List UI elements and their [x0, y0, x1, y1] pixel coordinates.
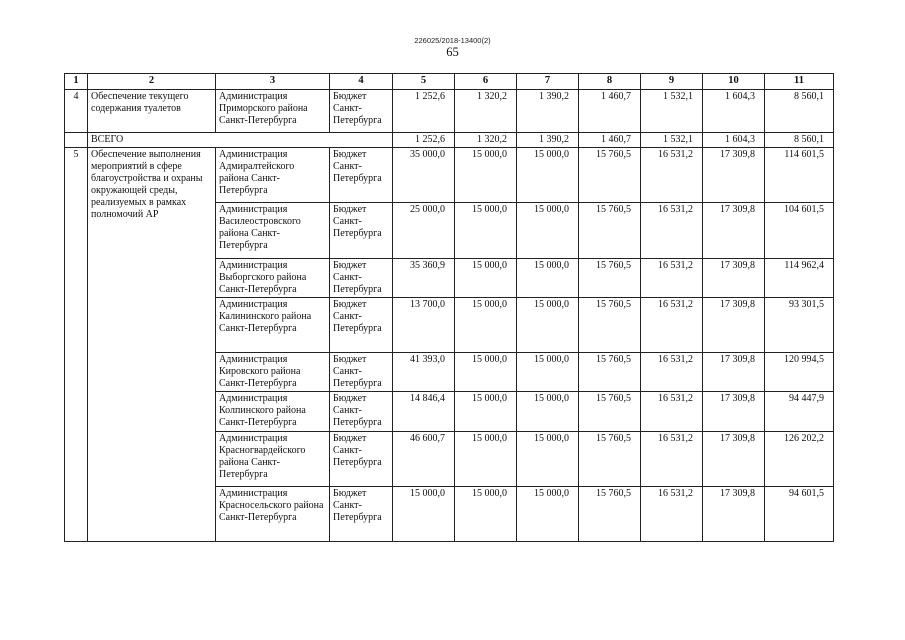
- value-cell: 120 994,5: [765, 353, 834, 392]
- value-cell: 15 000,0: [455, 298, 517, 353]
- value-cell: 17 309,8: [703, 298, 765, 353]
- column-number: 10: [703, 74, 765, 90]
- value-cell: 15 000,0: [517, 298, 579, 353]
- value-cell: 1 604,3: [703, 133, 765, 148]
- value-cell: 17 309,8: [703, 203, 765, 259]
- executor-cell: Администрация Василеостровского района Санкт-Петербурга: [216, 203, 330, 259]
- value-cell: 35 000,0: [393, 148, 455, 203]
- table-row: [65, 90, 834, 133]
- value-cell: 16 531,2: [641, 487, 703, 542]
- value-cell: 1 390,2: [517, 133, 579, 148]
- value-cell: 15 000,0: [455, 432, 517, 487]
- value-cell: 15 000,0: [455, 392, 517, 432]
- funding-source-cell: Бюджет Санкт-Петербурга: [330, 392, 393, 432]
- value-cell: 1 604,3: [703, 90, 765, 133]
- value-cell: 15 000,0: [455, 259, 517, 298]
- value-cell: 16 531,2: [641, 432, 703, 487]
- funding-source-cell: Бюджет Санкт-Петербурга: [330, 487, 393, 542]
- value-cell: 35 360,9: [393, 259, 455, 298]
- value-cell: 15 000,0: [455, 353, 517, 392]
- funding-source-cell: Бюджет Санкт-Петербурга: [330, 298, 393, 353]
- value-cell: 94 601,5: [765, 487, 834, 542]
- value-cell: 15 000,0: [517, 392, 579, 432]
- column-number: 9: [641, 74, 703, 90]
- executor-cell: Администрация Адмиралтейского района Санкт-Петербурга: [216, 148, 330, 203]
- table-row: [65, 148, 834, 203]
- funding-source-cell: Бюджет Санкт-Петербурга: [330, 148, 393, 203]
- column-number: 6: [455, 74, 517, 90]
- row-index: 4: [65, 90, 88, 133]
- executor-cell: Администрация Выборгского района Санкт-Петербурга: [216, 259, 330, 298]
- executor-cell: Администрация Приморского района Санкт-Петербурга: [216, 90, 330, 133]
- value-cell: 16 531,2: [641, 203, 703, 259]
- value-cell: 1 532,1: [641, 90, 703, 133]
- column-number: 4: [330, 74, 393, 90]
- value-cell: 15 000,0: [393, 487, 455, 542]
- value-cell: 17 309,8: [703, 487, 765, 542]
- value-cell: 15 760,5: [579, 432, 641, 487]
- funding-source-cell: Бюджет Санкт-Петербурга: [330, 90, 393, 133]
- value-cell: 13 700,0: [393, 298, 455, 353]
- value-cell: 104 601,5: [765, 203, 834, 259]
- value-cell: 114 601,5: [765, 148, 834, 203]
- value-cell: 15 760,5: [579, 298, 641, 353]
- value-cell: 1 252,6: [393, 133, 455, 148]
- column-number: 3: [216, 74, 330, 90]
- value-cell: 16 531,2: [641, 353, 703, 392]
- row-index: 5: [65, 148, 88, 542]
- value-cell: 15 000,0: [455, 203, 517, 259]
- value-cell: 41 393,0: [393, 353, 455, 392]
- executor-cell: Администрация Калининского района Санкт-Петербурга: [216, 298, 330, 353]
- value-cell: 25 000,0: [393, 203, 455, 259]
- activity-cell: Обеспечение текущего содержания туалетов: [88, 90, 216, 133]
- value-cell: 8 560,1: [765, 133, 834, 148]
- value-cell: 15 760,5: [579, 487, 641, 542]
- executor-cell: Администрация Кировского района Санкт-Петербурга: [216, 353, 330, 392]
- value-cell: 15 760,5: [579, 353, 641, 392]
- value-cell: 17 309,8: [703, 259, 765, 298]
- value-cell: 15 000,0: [455, 148, 517, 203]
- value-cell: 8 560,1: [765, 90, 834, 133]
- value-cell: 114 962,4: [765, 259, 834, 298]
- value-cell: 1 320,2: [455, 90, 517, 133]
- value-cell: 126 202,2: [765, 432, 834, 487]
- funding-source-cell: Бюджет Санкт-Петербурга: [330, 432, 393, 487]
- budget-table: [64, 73, 834, 542]
- value-cell: 16 531,2: [641, 298, 703, 353]
- column-number: 8: [579, 74, 641, 90]
- value-cell: 1 252,6: [393, 90, 455, 133]
- funding-source-cell: Бюджет Санкт-Петербурга: [330, 259, 393, 298]
- activity-cell: Обеспечение выполнения мероприятий в сфере благоустройства и охраны окружающей среды, реализуемых в рамках полномочий АР: [88, 148, 216, 542]
- value-cell: 17 309,8: [703, 148, 765, 203]
- value-cell: 17 309,8: [703, 432, 765, 487]
- value-cell: 1 460,7: [579, 133, 641, 148]
- row-index: [65, 133, 88, 148]
- value-cell: 15 000,0: [517, 148, 579, 203]
- value-cell: 1 532,1: [641, 133, 703, 148]
- value-cell: 1 390,2: [517, 90, 579, 133]
- value-cell: 15 760,5: [579, 148, 641, 203]
- column-number-row: [65, 74, 834, 90]
- column-number: 7: [517, 74, 579, 90]
- page-number: 65: [446, 45, 459, 59]
- total-row: [65, 133, 834, 148]
- executor-cell: Администрация Красносельского района Санкт-Петербурга: [216, 487, 330, 542]
- funding-source-cell: Бюджет Санкт-Петербурга: [330, 353, 393, 392]
- value-cell: 15 760,5: [579, 259, 641, 298]
- value-cell: 15 000,0: [455, 487, 517, 542]
- column-number: 1: [65, 74, 88, 90]
- value-cell: 15 760,5: [579, 392, 641, 432]
- executor-cell: Администрация Колпинского района Санкт-Петербурга: [216, 392, 330, 432]
- value-cell: 17 309,8: [703, 392, 765, 432]
- value-cell: 15 000,0: [517, 432, 579, 487]
- value-cell: 14 846,4: [393, 392, 455, 432]
- value-cell: 15 000,0: [517, 487, 579, 542]
- total-label: ВСЕГО: [88, 133, 393, 148]
- value-cell: 1 460,7: [579, 90, 641, 133]
- document-id: 226025/2018-13400(2): [414, 36, 491, 45]
- value-cell: 17 309,8: [703, 353, 765, 392]
- column-number: 5: [393, 74, 455, 90]
- column-number: 2: [88, 74, 216, 90]
- column-number: 11: [765, 74, 834, 90]
- value-cell: 15 000,0: [517, 353, 579, 392]
- executor-cell: Администрация Красногвардейского района Санкт-Петербурга: [216, 432, 330, 487]
- value-cell: 46 600,7: [393, 432, 455, 487]
- funding-source-cell: Бюджет Санкт-Петербурга: [330, 203, 393, 259]
- value-cell: 16 531,2: [641, 148, 703, 203]
- value-cell: 15 760,5: [579, 203, 641, 259]
- value-cell: 15 000,0: [517, 259, 579, 298]
- value-cell: 16 531,2: [641, 392, 703, 432]
- value-cell: 15 000,0: [517, 203, 579, 259]
- value-cell: 94 447,9: [765, 392, 834, 432]
- value-cell: 16 531,2: [641, 259, 703, 298]
- value-cell: 1 320,2: [455, 133, 517, 148]
- value-cell: 93 301,5: [765, 298, 834, 353]
